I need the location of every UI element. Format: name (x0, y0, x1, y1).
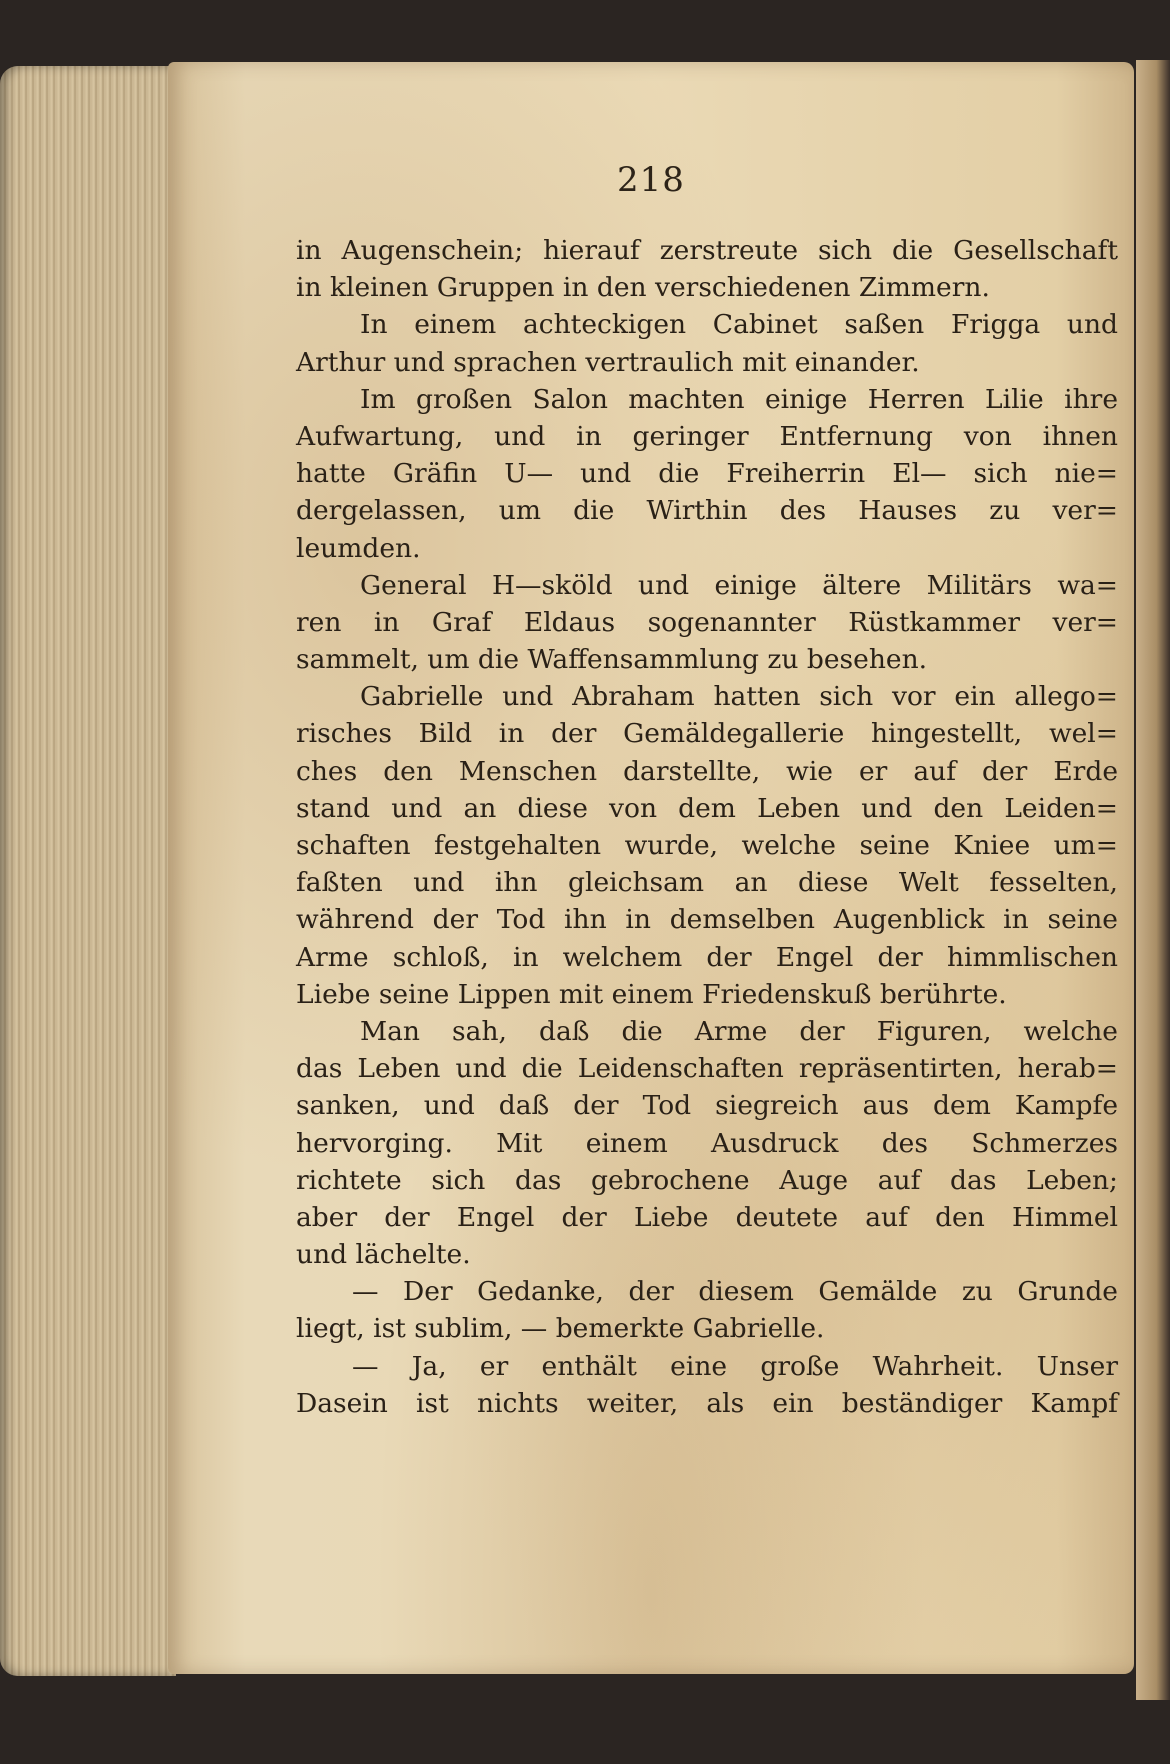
book-page (168, 62, 1134, 1674)
text-line: General H—sköld und einige ältere Militärs wa= (360, 569, 1118, 601)
text-line: Aufwartung, und in geringer Entfernung von ihnen (296, 420, 1118, 452)
text-line: Arme schloß, in welchem der Engel der himmlischen (296, 941, 1118, 973)
text-line: stand und an diese von dem Leben und den Leiden= (296, 792, 1118, 824)
text-line: Dasein ist nichts weiter, als ein beständiger Kampf (296, 1387, 1118, 1419)
book-edge-right (1136, 60, 1170, 1700)
text-line: schaften festgehalten wurde, welche seine Kniee um= (296, 830, 1118, 861)
text-line: in kleinen Gruppen in den verschiedenen Zimmern. (296, 272, 990, 304)
page-text (296, 232, 1118, 1422)
text-line: Liebe seine Lippen mit einem Friedenskuß berührte. (296, 978, 1007, 1010)
text-line: aber der Engel der Liebe deutete auf den Himmel (296, 1201, 1118, 1233)
text-line: — Ja, er enthält eine große Wahrheit. Unser (352, 1350, 1118, 1382)
text-line: während der Tod ihn in demselben Augenblick in seine (296, 904, 1118, 936)
text-line: — Der Gedanke, der diesem Gemälde zu Grunde (352, 1276, 1118, 1308)
text-line: und lächelte. (296, 1239, 471, 1271)
text-line: dergelassen, um die Wirthin des Hauses zu ver= (296, 495, 1118, 527)
page-number: 218 (617, 160, 685, 200)
text-line: sammelt, um die Waffensammlung zu besehen. (296, 644, 928, 676)
text-line: richtete sich das gebrochene Auge auf das Leben; (296, 1164, 1118, 1196)
text-line: sanken, und daß der Tod siegreich aus dem Kampfe (296, 1090, 1118, 1122)
book-page-edges (0, 66, 176, 1676)
text-line: das Leben und die Leidenschaften repräsentirten, herab= (296, 1053, 1118, 1085)
text-line: In einem achteckigen Cabinet saßen Frigga und (360, 309, 1118, 341)
text-line: Arthur und sprachen vertraulich mit einander. (296, 346, 920, 378)
text-line: ches den Menschen darstellte, wie er auf der Erde (296, 755, 1118, 787)
text-line: Im großen Salon machten einige Herren Lilie ihre (360, 383, 1118, 415)
text-line: in Augenschein; hierauf zerstreute sich die Gesellschaft (296, 235, 1118, 266)
text-line: Gabrielle und Abraham hatten sich vor ein allego= (360, 681, 1118, 713)
text-line: leumden. (296, 532, 421, 564)
text-line: risches Bild in der Gemäldegallerie hingestellt, wel= (296, 718, 1118, 750)
text-line: Man sah, daß die Arme der Figuren, welche (360, 1015, 1118, 1047)
text-line: ren in Graf Eldaus sogenannter Rüstkammer ver= (296, 606, 1118, 638)
text-line: hatte Gräfin U— und die Freiherrin El— sich nie= (296, 458, 1118, 490)
text-line: hervorging. Mit einem Ausdruck des Schmerzes (296, 1127, 1118, 1159)
text-line: faßten und ihn gleichsam an diese Welt fesselten, (296, 867, 1118, 899)
text-line: liegt, ist sublim, — bemerkte Gabrielle. (296, 1313, 825, 1345)
